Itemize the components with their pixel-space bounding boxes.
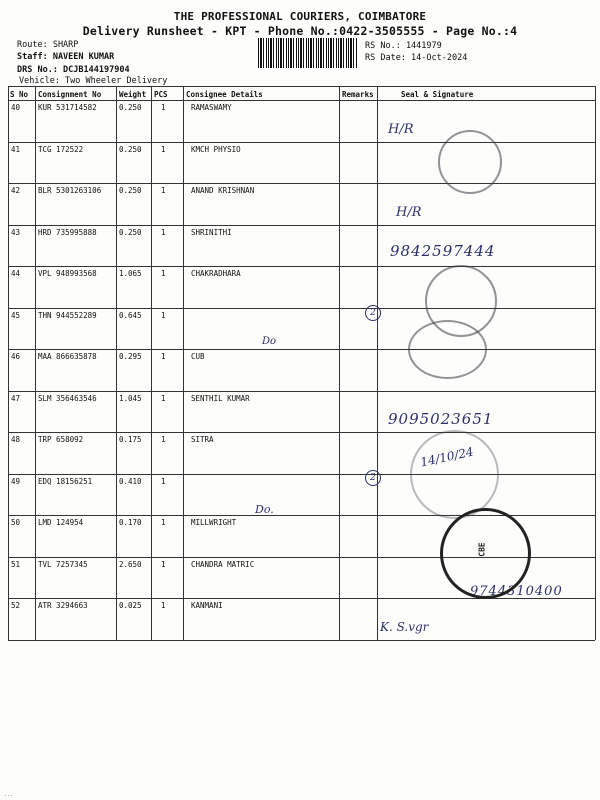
table-cell-consignee: MILLWRIGHT xyxy=(191,518,237,527)
table-cell-consignment: HRD 735995888 xyxy=(38,227,97,237)
grid-line xyxy=(151,86,152,640)
handwritten-phone: 9842597444 xyxy=(390,242,496,260)
table-cell-sno: 49 xyxy=(11,476,21,486)
grid-line xyxy=(35,86,36,640)
table-cell-pcs: 1 xyxy=(161,476,166,486)
table-cell-consignee: KANMANI xyxy=(191,601,223,610)
remark-circle: 2 xyxy=(365,470,381,486)
table-cell-consignee: ANAND KRISHNAN xyxy=(191,186,255,195)
table-cell-pcs: 1 xyxy=(161,269,166,278)
table-cell-consignment: TRP 658092 xyxy=(38,435,84,444)
table-cell-sno: 50 xyxy=(11,518,21,527)
grid-line xyxy=(595,86,596,640)
handwritten-phone: 9095023651 xyxy=(388,410,494,428)
table-cell-weight: 2.650 xyxy=(119,559,142,569)
header-cell: Weight xyxy=(119,90,147,99)
header-cell: Consignment No xyxy=(38,90,102,99)
table-cell-pcs: 1 xyxy=(161,435,166,444)
table-cell-consignment: ATR 3294663 xyxy=(38,601,88,610)
table-cell-consignment: TCG 172522 xyxy=(38,144,84,154)
table-cell-consignee: KMCH PHYSIO xyxy=(191,144,241,154)
table-cell-pcs: 1 xyxy=(161,144,166,154)
table-cell-weight: 0.250 xyxy=(119,144,142,154)
table-cell-consignee: SHRINITHI xyxy=(191,227,232,237)
table-cell-weight: 0.250 xyxy=(119,103,142,112)
footnote-mark: ... xyxy=(4,792,14,798)
table-cell-pcs: 1 xyxy=(161,310,166,320)
table-cell-sno: 45 xyxy=(11,310,21,320)
remark-circle: 2 xyxy=(365,305,381,321)
grid-line xyxy=(116,86,117,640)
table-cell-pcs: 1 xyxy=(161,227,166,237)
grid-line xyxy=(8,391,595,392)
grid-line xyxy=(183,86,184,640)
table-cell-consignee: SITRA xyxy=(191,435,214,444)
grid-line xyxy=(8,308,595,309)
table-cell-sno: 42 xyxy=(11,186,21,195)
grid-line xyxy=(8,225,595,226)
handwritten-signature: K. S.vgr xyxy=(380,620,429,634)
table-cell-pcs: 1 xyxy=(161,352,166,361)
grid-line xyxy=(8,266,595,267)
handwritten-hr: H/R xyxy=(388,122,414,137)
handwritten-ditto: Do xyxy=(262,336,277,347)
handwritten-date: 14/10/24 xyxy=(419,444,475,470)
table-cell-consignee: RAMASWAMY xyxy=(191,103,232,112)
table-cell-pcs: 1 xyxy=(161,393,166,403)
table-cell-consignment: KUR 531714582 xyxy=(38,103,97,112)
table-cell-pcs: 1 xyxy=(161,103,166,112)
grid-line xyxy=(8,142,595,143)
table-cell-consignment: BLR 5301263106 xyxy=(38,186,102,195)
table-cell-consignment: VPL 948993568 xyxy=(38,269,97,278)
table-cell-consignment: TVL 7257345 xyxy=(38,559,88,569)
table-cell-sno: 41 xyxy=(11,144,21,154)
grid-line xyxy=(8,100,595,101)
grid-line xyxy=(8,432,595,433)
table-cell-consignment: SLM 356463546 xyxy=(38,393,97,403)
table-cell-consignee: SENTHIL KUMAR xyxy=(191,393,250,403)
company-stamp xyxy=(438,130,502,194)
table-cell-sno: 40 xyxy=(11,103,21,112)
table-cell-consignment: MAA 866635878 xyxy=(38,352,97,361)
rs-number: RS No.: 1441979 xyxy=(365,41,442,51)
grid-line xyxy=(339,86,340,640)
table-cell-sno: 47 xyxy=(11,393,21,403)
handwritten-phone: 9744310400 xyxy=(470,584,563,599)
header-cell: Consignee Details xyxy=(186,90,263,99)
table-cell-weight: 0.175 xyxy=(119,435,142,444)
grid-line xyxy=(8,349,595,350)
company-stamp xyxy=(408,320,487,379)
drs-label: DRS No.: DCJB144197904 xyxy=(17,65,130,75)
header-cell: S No xyxy=(10,90,29,99)
grid-line xyxy=(8,640,595,641)
header-cell: Remarks xyxy=(342,90,374,99)
table-cell-sno: 44 xyxy=(11,269,21,278)
seal-text: CBE xyxy=(477,542,487,557)
table-cell-consignee: CHAKRADHARA xyxy=(191,269,241,278)
table-cell-consignee: CHANDRA MATRIC xyxy=(191,559,255,569)
table-cell-sno: 51 xyxy=(11,559,21,569)
table-cell-sno: 52 xyxy=(11,601,21,610)
company-stamp xyxy=(410,430,499,519)
table-cell-weight: 1.065 xyxy=(119,269,142,278)
table-cell-weight: 0.295 xyxy=(119,352,142,361)
staff-label: Staff: NAVEEN KUMAR xyxy=(17,52,115,62)
table-cell-weight: 0.250 xyxy=(119,186,142,195)
grid-line xyxy=(8,86,595,87)
grid-line xyxy=(8,474,595,475)
handwritten-hr: H/R xyxy=(396,205,422,220)
barcode xyxy=(258,38,358,68)
table-cell-pcs: 1 xyxy=(161,186,166,195)
table-cell-pcs: 1 xyxy=(161,518,166,527)
table-cell-sno: 46 xyxy=(11,352,21,361)
header-cell: PCS xyxy=(154,90,168,99)
header-cell: Seal & Signature xyxy=(401,90,474,99)
table-cell-pcs: 1 xyxy=(161,601,166,610)
table-cell-weight: 1.045 xyxy=(119,393,142,403)
grid-line xyxy=(377,86,378,640)
table-cell-pcs: 1 xyxy=(161,559,166,569)
table-cell-weight: 0.025 xyxy=(119,601,142,610)
grid-line xyxy=(8,183,595,184)
company-title: THE PROFESSIONAL COURIERS, COIMBATORE xyxy=(173,10,427,23)
grid-line xyxy=(8,86,9,640)
rs-date: RS Date: 14-Oct-2024 xyxy=(365,53,468,63)
handwritten-ditto: Do. xyxy=(255,503,274,516)
table-cell-sno: 48 xyxy=(11,435,21,444)
table-cell-consignment: LMD 124954 xyxy=(38,518,84,527)
route-label: Route: SHARP xyxy=(17,40,79,50)
runsheet-subtitle: Delivery Runsheet - KPT - Phone No.:0422-3505555 - Page No.:4 xyxy=(82,24,518,38)
table-cell-consignment: EDQ 18156251 xyxy=(38,476,93,486)
vehicle-label: Vehicle: Two Wheeler Delivery xyxy=(19,76,168,86)
table-cell-weight: 0.170 xyxy=(119,518,142,527)
table-cell-consignee: CUB xyxy=(191,352,205,361)
table-cell-weight: 0.645 xyxy=(119,310,142,320)
table-cell-weight: 0.410 xyxy=(119,476,142,486)
table-cell-consignment: THN 944552289 xyxy=(38,310,97,320)
table-cell-sno: 43 xyxy=(11,227,21,237)
table-cell-weight: 0.250 xyxy=(119,227,142,237)
